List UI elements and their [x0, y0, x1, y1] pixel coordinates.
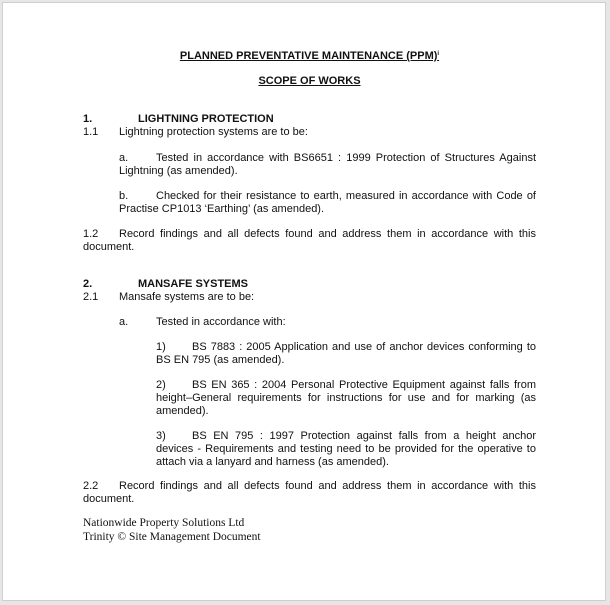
document-title-text: PLANNED PREVENTATIVE MAINTENANCE (PPM)	[179, 50, 438, 62]
sub-item-2	[156, 379, 536, 418]
clause-number: 2.2	[83, 480, 99, 492]
sub-item-1	[156, 341, 536, 367]
list-item-1b	[119, 190, 536, 216]
sub-item-label: 2)	[156, 379, 166, 391]
title-footnote-mark: i	[437, 51, 440, 57]
list-item-1a	[119, 152, 536, 178]
sub-item-3	[156, 430, 536, 469]
list-item-text: Tested in accordance with:	[156, 316, 286, 328]
clause-2-1	[83, 291, 254, 304]
clause-text: Lightning protection systems are to be:	[119, 126, 308, 138]
list-item-label: b.	[119, 190, 129, 202]
clause-text: Record findings and all defects found and address them in accordance with this document.	[83, 228, 536, 253]
section-heading-lightning	[83, 113, 274, 126]
section-title: MANSAFE SYSTEMS	[138, 278, 249, 290]
list-item-text: Tested in accordance with BS6651 : 1999 Protection of Structures Against Lightning (as amended).	[119, 152, 536, 177]
clause-text: Mansafe systems are to be:	[119, 291, 255, 303]
sub-item-text: BS EN 795 : 1997 Protection against falls from a height anchor devices - Requirements and testing need to be provided for the operative to attach via a lanyard and harness (as amended).	[156, 430, 536, 468]
clause-number: 1.2	[83, 228, 99, 240]
document-page	[2, 2, 606, 601]
footer-company: Nationwide Property Solutions Ltd	[83, 517, 245, 529]
section-heading-mansafe	[83, 278, 248, 291]
sub-item-label: 1)	[156, 341, 166, 353]
section-title: LIGHTNING PROTECTION	[138, 113, 274, 125]
clause-1-1	[83, 126, 308, 139]
list-item-label: a.	[119, 316, 129, 328]
document-title	[83, 50, 536, 63]
clause-1-2	[83, 228, 536, 254]
sub-item-text: BS EN 365 : 2004 Personal Protective Equipment against falls from height–General requirements for instructions for use and for marking (as amended).	[156, 379, 536, 417]
document-subtitle: SCOPE OF WORKS	[258, 75, 361, 87]
clause-number: 2.1	[83, 291, 99, 303]
list-item-2a	[119, 316, 286, 329]
sub-item-label: 3)	[156, 430, 166, 442]
clause-2-2	[83, 480, 536, 506]
sub-item-text: BS 7883 : 2005 Application and use of anchor devices conforming to BS EN 795 (as amended).	[156, 341, 536, 366]
footer-document-name: Trinity © Site Management Document	[83, 531, 261, 543]
clause-text: Record findings and all defects found and address them in accordance with this document.	[83, 480, 536, 505]
section-number: 1.	[83, 113, 93, 125]
section-number: 2.	[83, 278, 93, 290]
list-item-label: a.	[119, 152, 129, 164]
list-item-text: Checked for their resistance to earth, measured in accordance with Code of Practise CP1013 ‘Earthing’ (as amended).	[119, 190, 536, 215]
clause-number: 1.1	[83, 126, 99, 138]
